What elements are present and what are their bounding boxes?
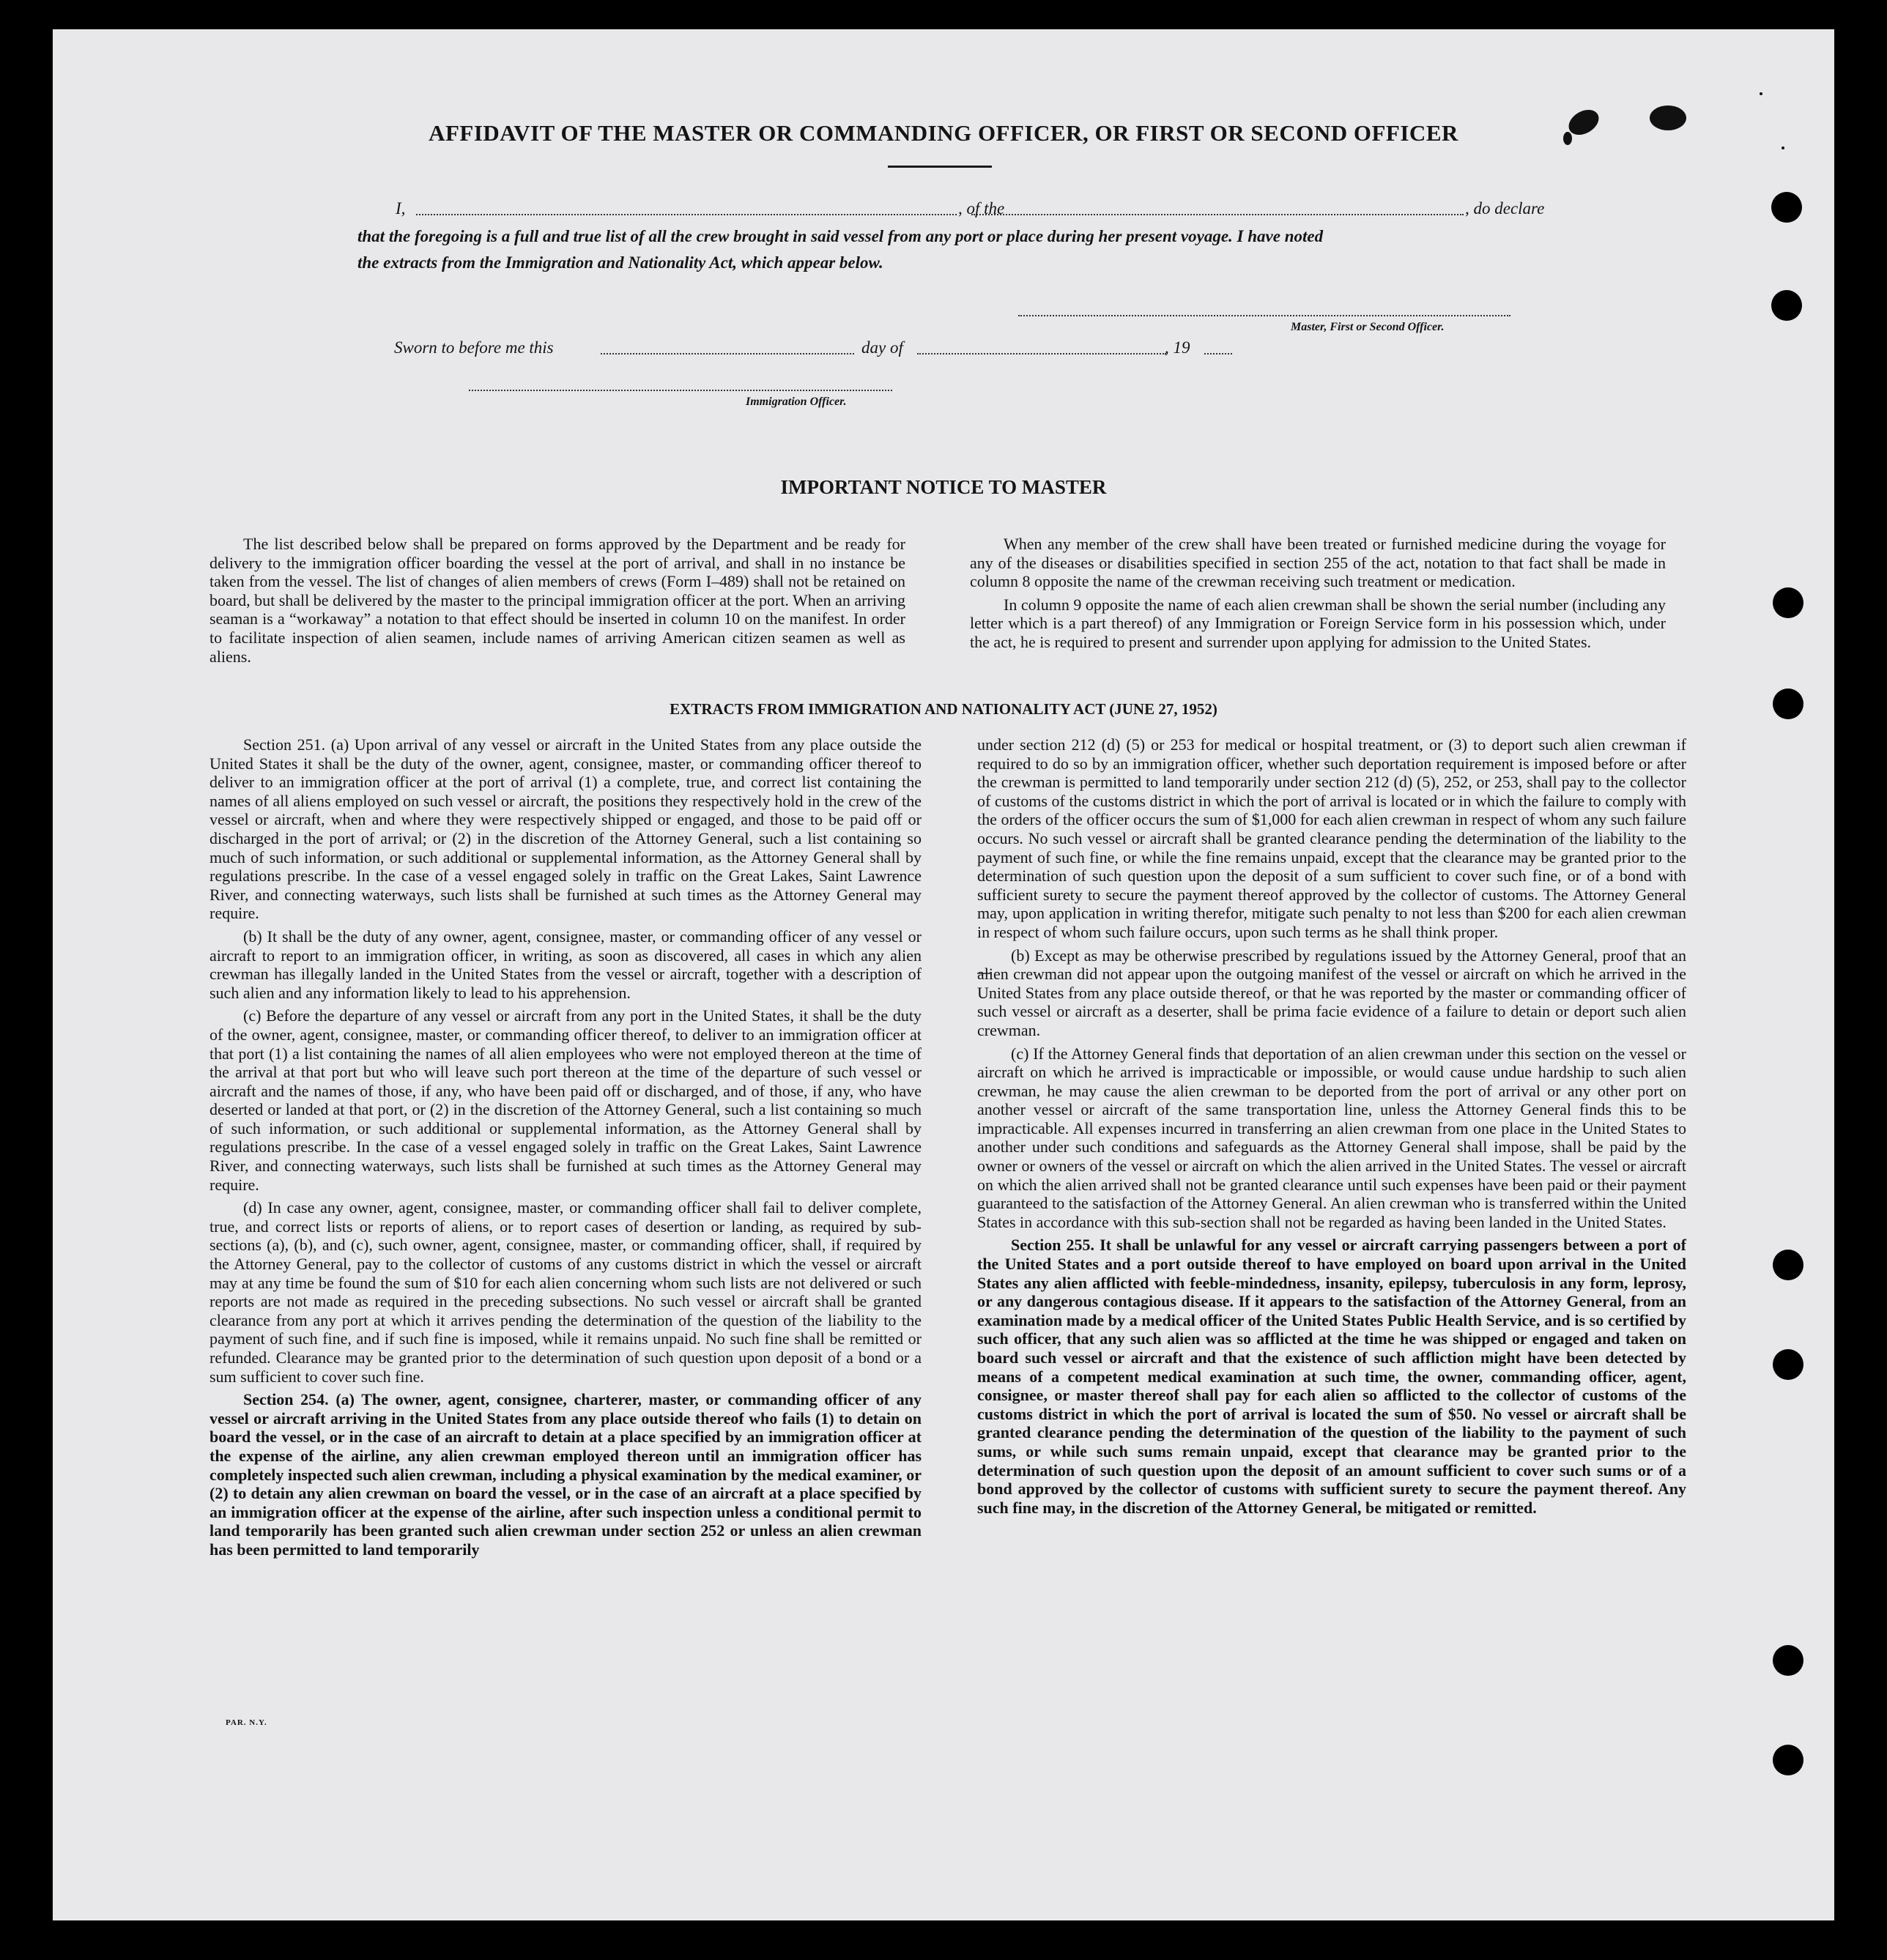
statute-paragraph: (b) It shall be the duty of any owner, agent, consignee, master, or commanding officer of any vessel or aircraft to report to an immigration officer, in writing, as soon as discovered, all cases in which any alien crewman has illegally landed in the United States from the vessel or aircraft, together with a description of such alien and any information likely to lead to his apprehension. xyxy=(210,927,922,1002)
extracts-heading: EXTRACTS FROM IMMIGRATION AND NATIONALITY ACT (JUNE 27, 1952) xyxy=(670,700,1217,718)
sworn-month-field[interactable] xyxy=(917,353,1166,354)
statute-paragraph: (c) Before the departure of any vessel or aircraft from any port in the United States, it shall be the duty of the owner, agent, consignee, master, or commanding officer thereof, to deliver to an immigration officer at that port (1) a list containing the names of all alien employees who were not employed thereon at the time of the arrival at that port but who will leave such port thereon at the time of the departure of such vessel or aircraft and the names of those, if any, who have been paid off or discharged, and of those, if any, who have deserted or landed at that port, or (2) in the discretion of the Attorney General, such a list containing so much of such information, or such additional or supplemental information, as the Attorney General shall by regulations prescribe. In the case of a vessel engaged solely in traffic on the Great Lakes, Saint Lawrence River, and connecting waterways, such lists shall be furnished at such times as the Attorney General may require. xyxy=(210,1006,922,1194)
statute-paragraph: Section 251. (a) Upon arrival of any vessel or aircraft in the United States from any place outside the United States it shall be the duty of the owner, agent, consignee, master, or commanding officer thereof to deliver to an immigration officer at the port of arrival (1) a complete, true, and correct list containing the names of all aliens employed on such vessel or aircraft, the positions they respectively hold in the crew of the vessel or aircraft, when and where they were respectively shipped or engaged, and those to be paid off or discharged in the port of arrival; or (2) in the discretion of the Attorney General, such a list containing so much of such information, or such additional or supplemental information, as the Attorney General shall by regulations prescribe. In the case of a vessel engaged solely in traffic on the Great Lakes, Saint Lawrence River, and connecting waterways, such lists shall be furnished at such times as the Attorney General may require. xyxy=(210,735,922,923)
title-underline xyxy=(888,166,992,168)
punch-hole xyxy=(1773,1645,1803,1676)
punch-hole xyxy=(1773,688,1803,719)
punch-hole xyxy=(1773,1250,1803,1280)
punch-hole xyxy=(1773,1745,1803,1775)
immigration-officer-caption: Immigration Officer. xyxy=(746,396,847,408)
ink-blot xyxy=(1563,132,1572,145)
punch-hole xyxy=(1773,587,1803,618)
punch-hole xyxy=(1773,1349,1803,1380)
statute-paragraph: (d) In case any owner, agent, consignee, master, or commanding officer shall fail to deliver complete, true, and correct lists or reports of aliens, or to report cases of desertion or landing, as required by sub-sections (a), (b), and (c), such owner, agent, consignee, master, or commanding officer, shall, if required by the Attorney General, pay to the collector of customs of any customs district in which the vessel or aircraft may at any time be found the sum of $10 for each alien concerning whom such lists are not delivered or such reports are not made as required in the preceding subsections. No such vessel or aircraft shall be granted clearance from any port at which it arrives pending the determination of the question of the liability to the payment of such fine, and if such fine is imposed, while it remains unpaid. No such fine shall be remitted or refunded. Clearance may be granted prior to the determination of such question upon deposit of a bond or a sum sufficient to cover such fine. xyxy=(210,1198,922,1386)
ink-blot xyxy=(1650,105,1686,130)
notice-heading: IMPORTANT NOTICE TO MASTER xyxy=(780,476,1107,498)
master-signature-caption: Master, First or Second Officer. xyxy=(1291,321,1445,333)
punch-hole xyxy=(1771,192,1802,223)
vessel-label: , of the xyxy=(958,199,1005,218)
notice-paragraph: In column 9 opposite the name of each alien crewman shall be shown the serial number (including any letter which is a part thereof) of any Immigration or Foreign Service form in his possession which, under the act, he is required to present and surrender upon applying for admission to the United States. xyxy=(970,595,1666,651)
vessel-name-field[interactable] xyxy=(971,214,1464,215)
statute-paragraph: (b) Except as may be otherwise prescribed by regulations issued by the Attorney General, proof that an alien crewman did not appear upon the outgoing manifest of the vessel or aircraft on which he arrived in the United States from any place outside thereof, or that he was reported by the master or commanding officer of such vessel or aircraft as a deserter, shall be prima facie evidence of a failure to detain or deport such alien crewman. xyxy=(977,946,1686,1039)
declaration-statement-line: the extracts from the Immigration and Nationality Act, which appear below. xyxy=(357,253,883,272)
statute-paragraph: Section 255. It shall be unlawful for any vessel or aircraft carrying passengers between a port of the United States and a port outside thereof to have employed on board upon arrival in the United States any alien afflicted with feeble-mindedness, insanity, epilepsy, tuberculosis in any form, leprosy, or any dangerous contagious disease. If it appears to the satisfaction of the Attorney General, from an examination made by a medical officer of the United States Public Health Service, and is so certified by such officer, that any such alien was so afflicted at the time he was shipped or engaged and taken on board such vessel or aircraft and that the existence of such affliction might have been detected by means of a competent medical examination at such time, the owner, commanding officer, agent, consignee, or master thereof shall pay for each alien so afflicted to the collector of customs of the customs district in which the port of arrival is located the sum of $50. No vessel or aircraft shall be granted clearance pending the determination of the question of the liability to the payment of such sums, or while such sums remain unpaid, except that clearance may be granted prior to the determination of such question upon the deposit of an amount sufficient to cover such sums or of a bond approved by the collector of customs with sufficient surety to secure the payment thereof. Any such fine may, in the discretion of the Attorney General, be mitigated or remitted. xyxy=(977,1236,1686,1517)
sworn-day-field[interactable] xyxy=(601,353,854,354)
sworn-year-field[interactable] xyxy=(1204,353,1232,354)
notice-paragraph: The list described below shall be prepared on forms approved by the Department and be ready for delivery to the immigration officer boarding the vessel at the port of arrival, and shall in no instance be taken from the vessel. The list of changes of alien members of crews (Form I–489) shall not be retained on board, but shall be delivered by the master to the principal immigration officer at the port. When an arriving seaman is a “workaway” a notation to that effect should be inserted in column 10 on the manifest. In order to facilitate inspection of alien seamen, include names of arriving American citizen seamen as well as aliens. xyxy=(210,535,905,666)
day-of-label: day of xyxy=(861,338,903,357)
statute-paragraph: (c) If the Attorney General finds that deportation of an alien crewman under this section on the vessel or aircraft on which he arrived is impracticable or impossible, or would cause undue hardship to such alien crewman, he may cause the alien crewman to be deported from the port of arrival or any other port on another vessel or aircraft of the same transportation line, unless the Attorney General finds this to be impracticable. All expenses incurred in transferring an alien crewman from one place in the United States to another under such conditions and safeguards as the Attorney General shall impose, shall be paid by the owner or owners of the vessel or aircraft on which the alien arrived in the United States. The vessel or aircraft on which the alien arrived shall not be granted clearance until such expenses have been paid or their payment guaranteed to the satisfaction of the Attorney General. An alien crewman who is transferred within the United States in accordance with this sub-section shall not be regarded as having been landed in the United States. xyxy=(977,1044,1686,1231)
affidavit-title: AFFIDAVIT OF THE MASTER OR COMMANDING OFFICER, OR FIRST OR SECOND OFFICER xyxy=(429,120,1458,146)
ink-speck xyxy=(1760,92,1762,95)
immigration-officer-signature-field[interactable] xyxy=(469,390,892,391)
ink-speck xyxy=(1782,146,1784,149)
notice-paragraph: When any member of the crew shall have been treated or furnished medicine during the voyage for any of the diseases or disabilities specified in section 255 of the act, notation to that fact shall be made in column 8 opposite the name of the crewman receiving such treatment or medication. xyxy=(970,535,1666,591)
sworn-label: Sworn to before me this xyxy=(394,338,554,357)
printer-code: PAR. N.Y. xyxy=(226,1718,267,1727)
notice-left-column xyxy=(210,535,905,670)
year-label: , 19 xyxy=(1165,338,1190,357)
master-signature-field[interactable] xyxy=(1018,315,1510,316)
declarant-label: I, xyxy=(396,199,406,218)
statute-paragraph: under section 212 (d) (5) or 253 for medical or hospital treatment, or (3) to deport such alien crewman if required to do so by an immigration officer, whether such deportation requirement is imposed before or after the crewman is permitted to land temporarily under section 212 (d) (5), 252, or 253, shall pay to the collector of customs of the customs district in which the port of arrival is located or in which the failure to comply with the orders of the officer occurs the sum of $1,000 for each alien crewman in respect of whom any such failure occurs. No such vessel or aircraft shall be granted clearance pending the determination of the liability to the payment of such fine, or while the fine remains unpaid, except that the clearance may be granted prior to the determination of such question upon the deposit of a sum sufficient to cover such fine, or of a bond with sufficient surety to secure the payment thereof approved by the collector of customs. The Attorney General may, upon application in writing therefor, mitigate such penalty to not less than $200 for each alien crewman in respect of whom such failure occurs, upon such terms as he shall think proper. xyxy=(977,735,1686,941)
declaration-statement-line: that the foregoing is a full and true list of all the crew brought in said vessel from any port or place during her present voyage. I have noted xyxy=(357,227,1324,245)
punch-hole xyxy=(1771,290,1802,321)
extracts-left-column xyxy=(210,735,922,1564)
notice-right-column xyxy=(970,535,1666,656)
declare-label: , do declare xyxy=(1465,199,1545,218)
document-page xyxy=(53,29,1834,1920)
statute-paragraph: Section 254. (a) The owner, agent, consignee, charterer, master, or commanding officer of any vessel or aircraft arriving in the United States from any place outside thereof who fails (1) to detain on board the vessel, or in the case of an aircraft to detain at a place specified by an immigration officer at the expense of the airline, any alien crewman employed thereon until an immigration officer has completely inspected such alien crewman, including a physical examination by the medical examiner, or (2) to detain any alien crewman on board the vessel, or in the case of an aircraft at a place specified by an immigration officer at the expense of the airline, after such inspection unless a conditional permit to land temporarily has been granted such alien crewman under section 252 or unless an alien crewman has been permitted to land temporarily xyxy=(210,1390,922,1559)
declarant-name-field[interactable] xyxy=(416,214,957,215)
extracts-right-column xyxy=(977,735,1686,1521)
